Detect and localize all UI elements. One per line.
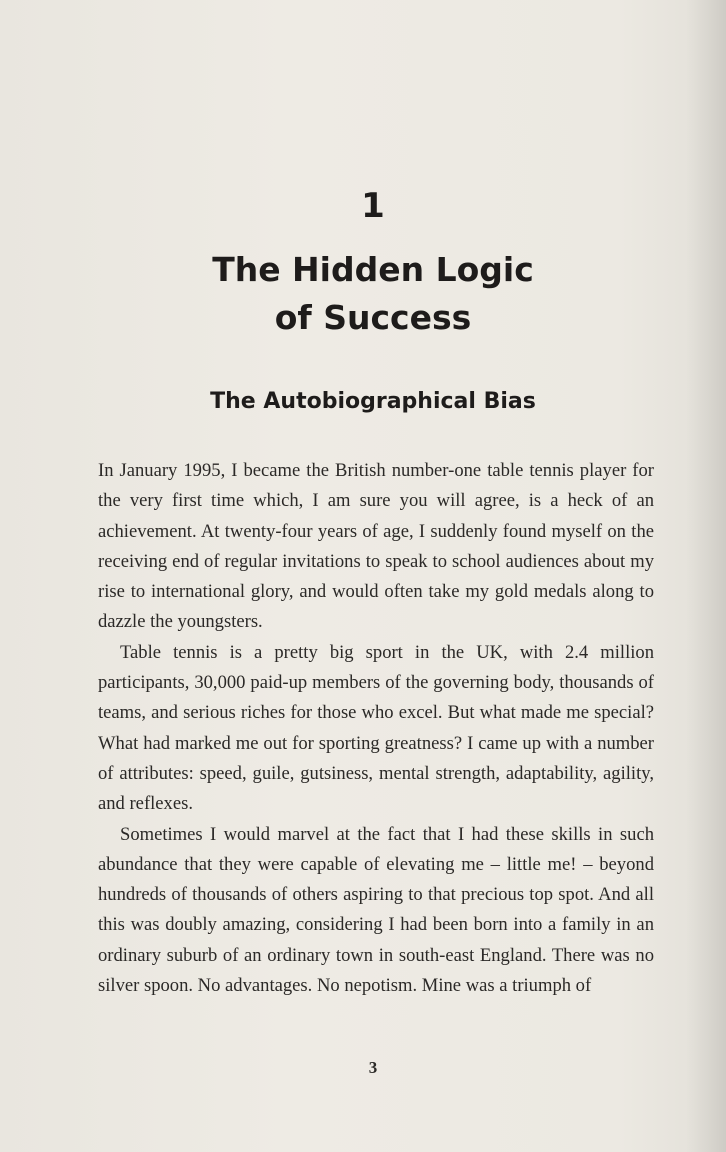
section-title: The Autobiographical Bias [210, 389, 536, 414]
paragraph-3: Sometimes I would marvel at the fact that I had these skills in such abundance that they were capable of elevating me – little me! – beyond hundreds of thousands of others aspiring to that precious top spot. And all this was doubly amazing, considering I had been born into a family in an ordinary suburb of an ordinary town in south-east England. There was no silver spoon. No advantages. No nepotism. Mine was a triumph of [98, 823, 654, 997]
chapter-title-line-2: of Success [274, 298, 472, 337]
chapter-number: 1 [361, 186, 385, 226]
paragraph-1: In January 1995, I became the British number-one table tennis player for the very first time which, I am sure you will agree, is a heck of an achievement. At twenty-four years of age, I suddenly found myself on the receiving end of regular invitations to speak to school audiences about my rise to international glory, and would often take my gold medals along to dazzle the youngsters. [98, 460, 654, 633]
page-edge-shadow [686, 0, 726, 1152]
chapter-title-line-1: The Hidden Logic [212, 250, 534, 289]
chapter-title [0, 246, 726, 342]
page-number: 3 [368, 1058, 378, 1077]
body-text [98, 456, 654, 1001]
paragraph-2: Table tennis is a pretty big sport in the UK, with 2.4 million participants, 30,000 paid-up members of the governing body, thousands of teams, and serious riches for those who excel. But what made me special? What had marked me out for sporting greatness? I came up with a number of attributes: speed, guile, gutsiness, mental strength, adaptability, agility, and reflexes. [98, 641, 654, 815]
